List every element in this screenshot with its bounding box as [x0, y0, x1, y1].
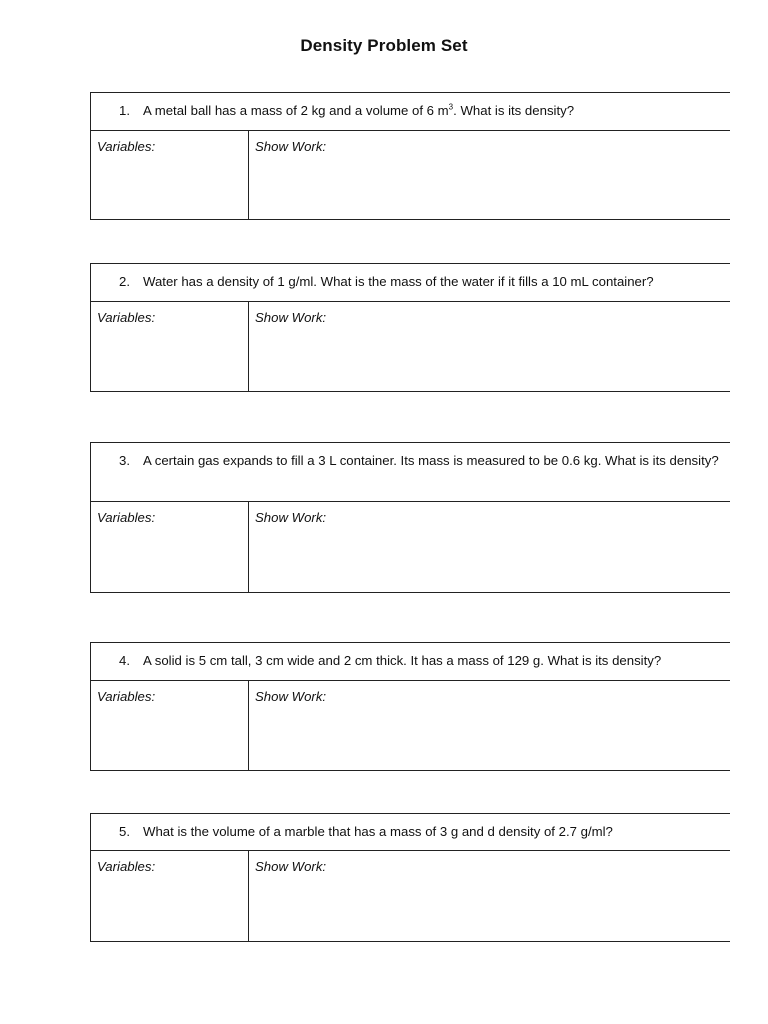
question-number: 4. — [119, 653, 130, 668]
page-title: Density Problem Set — [300, 36, 468, 55]
question-row — [91, 264, 730, 302]
question-row — [91, 814, 730, 851]
problem-2 — [90, 263, 730, 392]
show-work-cell[interactable]: Show Work: — [255, 689, 327, 704]
answer-row — [91, 302, 730, 391]
question-number: 3. — [119, 453, 130, 468]
answer-row — [91, 502, 730, 592]
question-number: 5. — [119, 824, 130, 839]
show-work-cell[interactable]: Show Work: — [255, 139, 327, 154]
question-text: What is the volume of a marble that has a mass of 3 g and d density of 2.7 g/ml? — [143, 824, 613, 839]
question-text: Water has a density of 1 g/ml. What is the mass of the water if it fills a 10 mL container? — [143, 274, 654, 289]
variables-cell[interactable]: Variables: — [91, 851, 249, 941]
problem-1 — [90, 92, 730, 220]
variables-cell[interactable]: Variables: — [91, 302, 249, 391]
question-row — [91, 443, 730, 502]
question-row — [91, 93, 730, 131]
superscript: 3 — [448, 102, 454, 112]
show-work-cell[interactable]: Show Work: — [255, 859, 327, 874]
problem-4 — [90, 642, 730, 771]
question-text: A certain gas expands to fill a 3 L container. Its mass is measured to be 0.6 kg. What is its density? — [143, 453, 719, 468]
problem-3 — [90, 442, 730, 593]
answer-row — [91, 851, 730, 941]
question-text: A metal ball has a mass of 2 kg and a volume of 6 $m^3$. What is its density? — [143, 102, 575, 118]
answer-row — [91, 131, 730, 219]
question-text: A solid is 5 cm tall, 3 cm wide and 2 cm thick. It has a mass of 129 g. What is its density? — [143, 653, 662, 668]
show-work-cell[interactable]: Show Work: — [255, 510, 327, 525]
variables-cell[interactable]: Variables: — [91, 502, 249, 592]
question-row — [91, 643, 730, 681]
variables-cell[interactable]: Variables: — [91, 681, 249, 770]
answer-row — [91, 681, 730, 770]
variables-cell[interactable]: Variables: — [91, 131, 249, 219]
problem-5 — [90, 813, 730, 942]
show-work-cell[interactable]: Show Work: — [255, 310, 327, 325]
question-number: 2. — [119, 274, 130, 289]
question-number: 1. — [119, 103, 130, 118]
